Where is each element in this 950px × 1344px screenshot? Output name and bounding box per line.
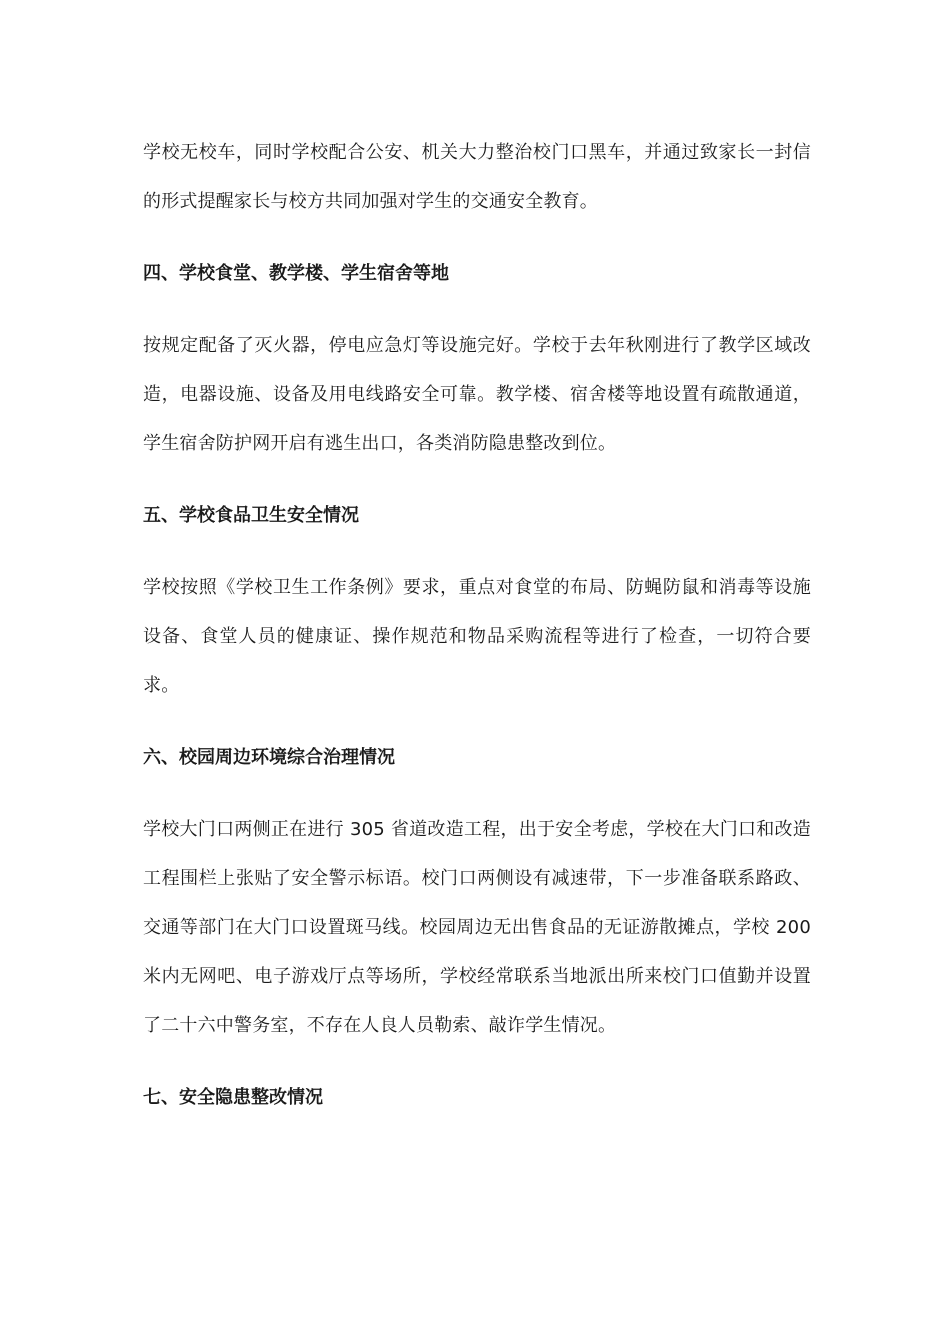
paragraph-food-hygiene: 学校按照《学校卫生工作条例》要求，重点对食堂的布局、防蝇防鼠和消毒等设施设备、食堂人员的健康证、操作规范和物品采购流程等进行了检查，一切符合要求。 [143, 577, 811, 696]
section-heading-6: 六、校园周边环境综合治理情况 [143, 747, 395, 768]
section-heading-7: 七、安全隐患整改情况 [143, 1087, 323, 1108]
section-heading-4: 四、学校食堂、教学楼、学生宿舍等地 [143, 263, 449, 284]
paragraph-campus-surroundings: 学校大门口两侧正在进行 305 省道改造工程，出于安全考虑，学校在大门口和改造工程围栏上张贴了安全警示标语。校门口两侧设有减速带，下一步准备联系路政、交通等部门在大门口设置斑马线。校园周边无出售食品的无证游散摊点，学校 200 米内无网吧、电子游戏厅点等场所，学校经常联系当地派出所来校门口值勤并设置了二十六中警务室，不存在人良人员勒索、敲诈学生情况。 [143, 819, 811, 1036]
document-body [143, 128, 811, 1122]
section-heading-5: 五、学校食品卫生安全情况 [143, 505, 359, 526]
paragraph-fire-safety: 按规定配备了灭火器，停电应急灯等设施完好。学校于去年秋刚进行了教学区域改造，电器设施、设备及用电线路安全可靠。教学楼、宿舍楼等地设置有疏散通道，学生宿舍防护网开启有逃生出口，各类消防隐患整改到位。 [143, 335, 811, 454]
paragraph-transport-safety: 学校无校车，同时学校配合公安、机关大力整治校门口黑车，并通过致家长一封信的形式提醒家长与校方共同加强对学生的交通安全教育。 [143, 142, 811, 212]
